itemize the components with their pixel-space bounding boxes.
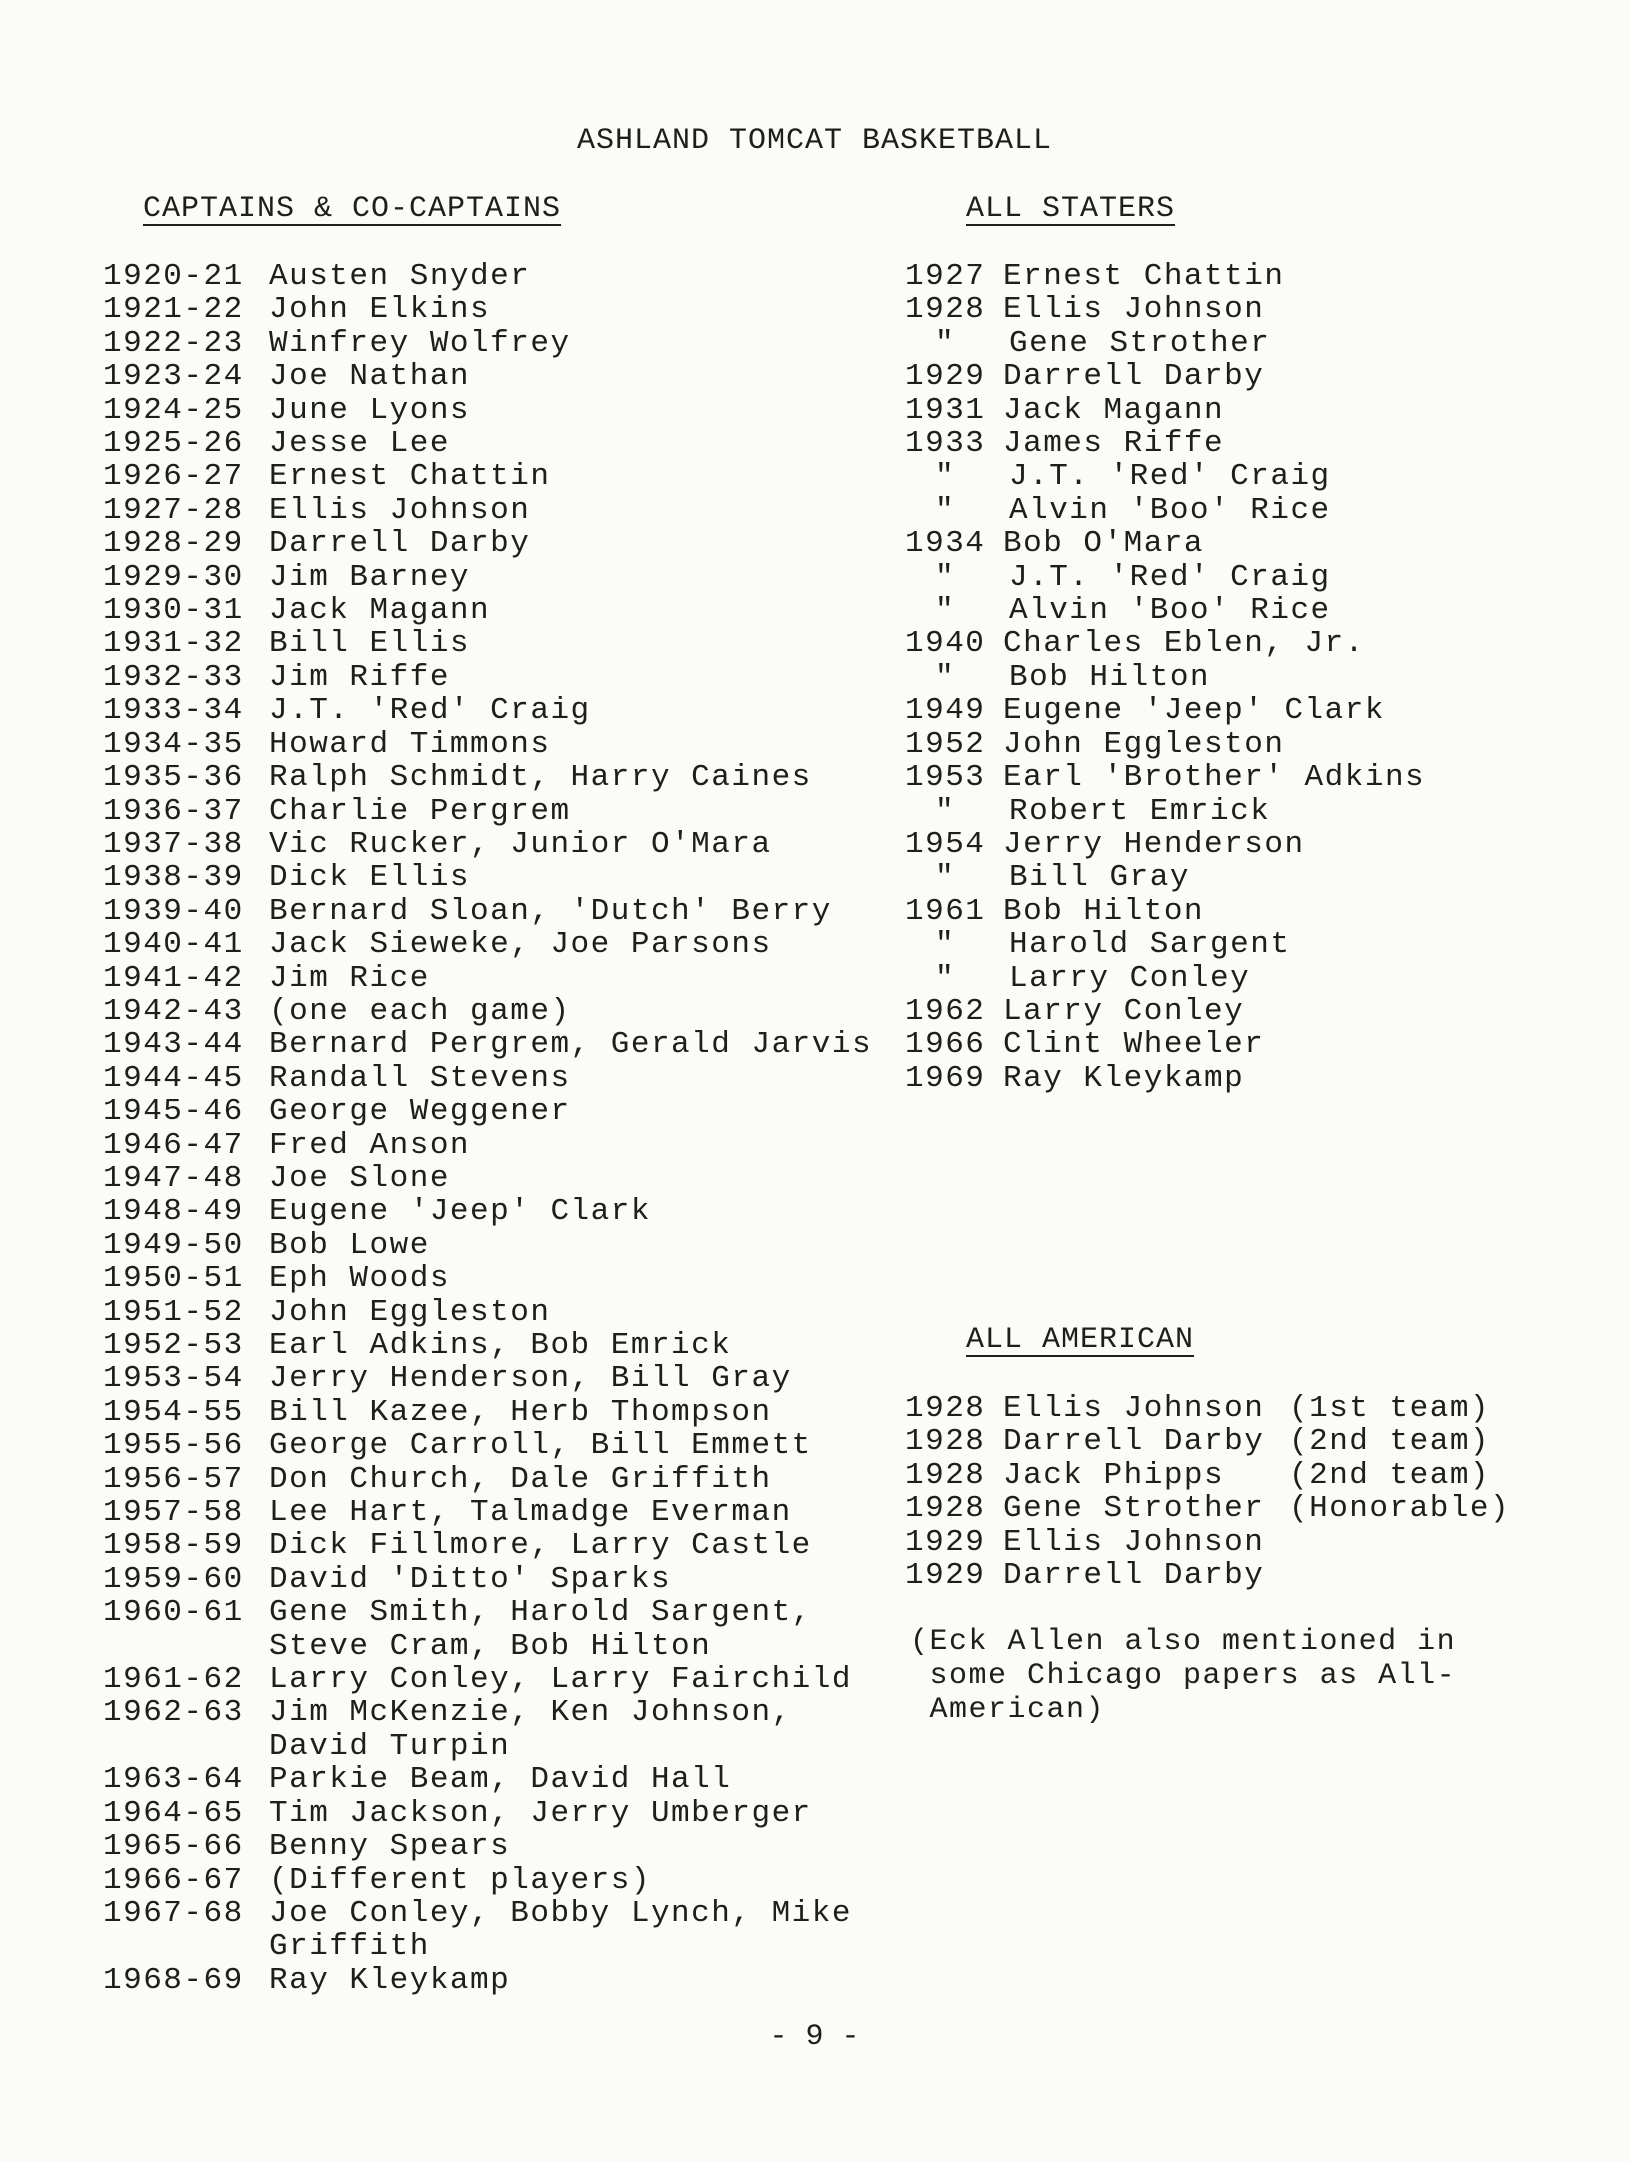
all-stater-year: 1934 (905, 526, 986, 562)
all-stater-year: 1961 (905, 893, 986, 929)
all-stater-year: " (934, 459, 956, 495)
all-stater-year: 1952 (905, 726, 986, 762)
all-american-year: 1928 (905, 1491, 986, 1527)
captains-row (103, 1229, 893, 1262)
season-year: 1947-48 (103, 1160, 244, 1196)
season-year: 1955-56 (103, 1428, 244, 1464)
all-american-row (905, 1459, 1545, 1492)
captains-row (103, 1429, 893, 1462)
captain-names: Bernard Pergrem, Gerald Jarvis (269, 1027, 873, 1063)
all-stater-name: Bob O'Mara (1003, 526, 1205, 562)
season-year: 1920-21 (103, 259, 244, 294)
all-stater-name: Ellis Johnson (1003, 292, 1265, 328)
season-year: 1934-35 (103, 726, 244, 762)
all-stater-row (905, 861, 1505, 894)
season-year: 1962-63 (103, 1695, 244, 1731)
season-year: 1942-43 (103, 993, 244, 1029)
season-year: 1961-62 (103, 1662, 244, 1698)
captains-row (103, 1830, 893, 1863)
captain-names: Eugene 'Jeep' Clark (269, 1194, 651, 1230)
all-stater-name: Jack Magann (1003, 392, 1225, 428)
season-year: 1921-22 (103, 292, 244, 328)
captain-names: Jim Rice (269, 960, 430, 996)
captains-row (103, 861, 893, 894)
captain-names: George Weggener (269, 1094, 571, 1130)
captain-names: Joe Nathan (269, 359, 471, 395)
captain-names: Joe Conley, Bobby Lynch, Mike Griffith (269, 1895, 852, 1965)
captains-row (103, 394, 893, 427)
all-stater-row (905, 928, 1505, 961)
all-stater-year: " (934, 960, 956, 996)
all-stater-row (905, 661, 1505, 694)
captain-names: Vic Rucker, Junior O'Mara (269, 826, 772, 862)
all-stater-year: 1966 (905, 1027, 986, 1063)
all-stater-row (905, 460, 1505, 493)
captain-names: Jim McKenzie, Ken Johnson, David Turpin (269, 1695, 792, 1764)
all-stater-year: 1949 (905, 693, 986, 729)
all-stater-name: Bill Gray (1009, 860, 1190, 896)
captain-names: Bob Lowe (269, 1227, 430, 1263)
all-stater-row (905, 962, 1505, 995)
season-year: 1968-69 (103, 1962, 244, 1998)
all-stater-name: Clint Wheeler (1003, 1027, 1265, 1063)
captains-row (103, 1329, 893, 1362)
captain-names: June Lyons (269, 392, 471, 428)
all-stater-year: 1954 (905, 826, 986, 862)
all-stater-name: Bob Hilton (1009, 659, 1211, 695)
all-american-team: (1st team) (1289, 1391, 1491, 1426)
season-year: 1950-51 (103, 1261, 244, 1297)
captain-names: David 'Ditto' Sparks (269, 1561, 672, 1597)
season-year: 1952-53 (103, 1328, 244, 1363)
season-year: 1940-41 (103, 927, 244, 963)
all-stater-row (905, 327, 1505, 360)
season-year: 1927-28 (103, 492, 244, 528)
all-american-year: 1929 (905, 1524, 986, 1560)
all-stater-row (905, 795, 1505, 828)
all-stater-row (905, 728, 1505, 761)
all-american-team: (Honorable) (1289, 1491, 1511, 1527)
captain-names: Eph Woods (269, 1261, 450, 1297)
captains-row (103, 1162, 893, 1195)
captains-row (103, 895, 893, 928)
season-year: 1933-34 (103, 693, 244, 729)
season-year: 1937-38 (103, 826, 244, 862)
all-stater-name: Harold Sargent (1009, 927, 1291, 963)
captain-names: Joe Slone (269, 1160, 450, 1196)
captains-list (103, 260, 893, 1997)
captains-row (103, 661, 893, 694)
captains-row (103, 427, 893, 460)
captain-names: Jim Riffe (269, 659, 450, 695)
season-year: 1936-37 (103, 793, 244, 829)
captains-row (103, 1129, 893, 1162)
all-american-name: Darrell Darby (1003, 1424, 1265, 1460)
captain-names: (Different players) (269, 1862, 651, 1898)
captain-names: Ralph Schmidt, Harry Caines (269, 760, 812, 796)
captain-names: (one each game) (269, 993, 571, 1029)
all-stater-name: Earl 'Brother' Adkins (1003, 760, 1426, 796)
season-year: 1949-50 (103, 1227, 244, 1263)
all-american-year: 1928 (905, 1391, 986, 1426)
captains-row (103, 1696, 893, 1763)
captain-names: Ellis Johnson (269, 492, 531, 528)
season-year: 1967-68 (103, 1895, 244, 1931)
all-american-team (1273, 1559, 1289, 1592)
captains-row (103, 594, 893, 627)
captain-names: Larry Conley, Larry Fairchild (269, 1662, 852, 1698)
captains-row (103, 828, 893, 861)
all-american-year: 1929 (905, 1558, 986, 1594)
all-american-row (905, 1425, 1545, 1458)
all-american-list (905, 1392, 1545, 1592)
all-stater-row (905, 360, 1505, 393)
captain-names: Howard Timmons (269, 726, 551, 762)
all-stater-year: " (934, 593, 956, 629)
all-american-name: Gene Strother (1003, 1491, 1265, 1527)
season-year: 1925-26 (103, 426, 244, 462)
season-year: 1928-29 (103, 526, 244, 562)
all-stater-name: Larry Conley (1009, 960, 1251, 996)
all-stater-name: John Eggleston (1003, 726, 1285, 762)
all-stater-row (905, 494, 1505, 527)
all-stater-name: Alvin 'Boo' Rice (1009, 593, 1331, 629)
season-year: 1924-25 (103, 392, 244, 428)
season-year: 1939-40 (103, 893, 244, 929)
all-american-row (905, 1492, 1545, 1525)
season-year: 1923-24 (103, 359, 244, 395)
captain-names: Winfrey Wolfrey (269, 325, 571, 361)
captains-row (103, 561, 893, 594)
all-stater-year: 1962 (905, 993, 986, 1029)
all-stater-name: Gene Strother (1009, 325, 1271, 361)
all-stater-row (905, 594, 1505, 627)
all-stater-row (905, 1028, 1505, 1061)
captains-row (103, 1563, 893, 1596)
season-year: 1930-31 (103, 593, 244, 629)
captains-row (103, 494, 893, 527)
all-stater-name: Alvin 'Boo' Rice (1009, 492, 1331, 528)
all-american-year: 1928 (905, 1424, 986, 1460)
all-stater-year: " (934, 492, 956, 528)
all-american-team (1273, 1526, 1289, 1559)
season-year: 1938-39 (103, 860, 244, 896)
captain-names: Jim Barney (269, 559, 471, 595)
all-american-name: Ellis Johnson (1003, 1391, 1265, 1426)
all-stater-year: 1953 (905, 760, 986, 796)
all-stater-name: Ray Kleykamp (1003, 1060, 1245, 1096)
all-stater-name: Robert Emrick (1009, 793, 1271, 829)
captains-row (103, 260, 893, 293)
captain-names: Bill Ellis (269, 626, 471, 662)
all-stater-name: Darrell Darby (1003, 359, 1265, 395)
all-american-name: Ellis Johnson (1003, 1524, 1265, 1560)
captain-names: Austen Snyder (269, 259, 531, 294)
captains-heading: CAPTAINS & CO-CAPTAINS (143, 192, 562, 226)
all-stater-name: Bob Hilton (1003, 893, 1205, 929)
captain-names: Darrell Darby (269, 526, 531, 562)
captains-row (103, 795, 893, 828)
captains-row (103, 1596, 893, 1663)
season-year: 1935-36 (103, 760, 244, 796)
all-stater-year: 1969 (905, 1060, 986, 1096)
captain-names: Earl Adkins, Bob Emrick (269, 1328, 732, 1363)
all-staters-heading: ALL STATERS (966, 192, 1176, 226)
all-american-row (905, 1559, 1545, 1592)
season-year: 1966-67 (103, 1862, 244, 1898)
captain-names: John Elkins (269, 292, 491, 328)
captains-row (103, 1195, 893, 1228)
all-stater-name: Larry Conley (1003, 993, 1245, 1029)
captains-row (103, 293, 893, 326)
all-stater-name: Ernest Chattin (1003, 259, 1285, 294)
all-stater-row (905, 828, 1505, 861)
all-stater-row (905, 394, 1505, 427)
all-stater-year: 1928 (905, 292, 986, 328)
captains-row (103, 728, 893, 761)
captains-row (103, 327, 893, 360)
captain-names: Benny Spears (269, 1829, 511, 1865)
all-stater-row (905, 895, 1505, 928)
season-year: 1957-58 (103, 1495, 244, 1531)
page-title: ASHLAND TOMCAT BASKETBALL (576, 124, 1053, 158)
captains-row (103, 694, 893, 727)
captain-names: J.T. 'Red' Craig (269, 693, 591, 729)
captain-names: Gene Smith, Harold Sargent, Steve Cram, Bob Hilton (269, 1595, 812, 1664)
all-american-note: (Eck Allen also mentioned in some Chicago papers as All- American) (910, 1625, 1457, 1727)
all-stater-row (905, 527, 1505, 560)
captains-row (103, 1062, 893, 1095)
season-year: 1954-55 (103, 1394, 244, 1430)
all-american-year: 1928 (905, 1457, 986, 1493)
captains-row (103, 1362, 893, 1395)
captains-row (103, 1897, 893, 1964)
captain-names: Bernard Sloan, 'Dutch' Berry (269, 893, 832, 929)
season-year: 1944-45 (103, 1060, 244, 1096)
all-american-heading: ALL AMERICAN (966, 1323, 1195, 1357)
all-stater-year: 1931 (905, 392, 986, 428)
all-stater-name: James Riffe (1003, 426, 1225, 462)
captains-row (103, 1864, 893, 1897)
captains-row (103, 1797, 893, 1830)
captain-names: Dick Fillmore, Larry Castle (269, 1528, 812, 1564)
all-american-row (905, 1526, 1545, 1559)
all-stater-row (905, 293, 1505, 326)
all-stater-year: " (934, 860, 956, 896)
captain-names: Bill Kazee, Herb Thompson (269, 1394, 772, 1430)
captain-names: Charlie Pergrem (269, 793, 571, 829)
all-stater-year: " (934, 559, 956, 595)
captain-names: Parkie Beam, David Hall (269, 1762, 732, 1798)
all-american-row (905, 1392, 1545, 1425)
captains-row (103, 1095, 893, 1128)
captains-row (103, 1262, 893, 1295)
all-stater-year: " (934, 793, 956, 829)
captain-names: Fred Anson (269, 1127, 471, 1163)
season-year: 1926-27 (103, 459, 244, 495)
all-stater-year: " (934, 927, 956, 963)
season-year: 1941-42 (103, 960, 244, 996)
all-stater-row (905, 694, 1505, 727)
all-stater-year: 1927 (905, 259, 986, 294)
captain-names: George Carroll, Bill Emmett (269, 1428, 812, 1464)
captain-names: Don Church, Dale Griffith (269, 1461, 772, 1497)
all-stater-year: 1933 (905, 426, 986, 462)
captains-row (103, 460, 893, 493)
all-stater-year: 1929 (905, 359, 986, 395)
all-american-team: (2nd team) (1289, 1457, 1491, 1493)
all-stater-year: " (934, 325, 956, 361)
all-stater-name: Charles Eblen, Jr. (1003, 626, 1365, 662)
captain-names: Tim Jackson, Jerry Umberger (269, 1795, 812, 1831)
all-american-name: Darrell Darby (1003, 1558, 1265, 1594)
season-year: 1965-66 (103, 1829, 244, 1865)
captain-names: John Eggleston (269, 1294, 551, 1330)
captains-row (103, 1496, 893, 1529)
season-year: 1945-46 (103, 1094, 244, 1130)
season-year: 1963-64 (103, 1762, 244, 1798)
captain-names: Lee Hart, Talmadge Everman (269, 1495, 792, 1531)
all-american-team: (2nd team) (1289, 1424, 1491, 1460)
all-stater-name: Eugene 'Jeep' Clark (1003, 693, 1385, 729)
season-year: 1959-60 (103, 1561, 244, 1597)
captain-names: Jack Sieweke, Joe Parsons (269, 927, 772, 963)
all-stater-row (905, 1062, 1505, 1095)
season-year: 1960-61 (103, 1595, 244, 1631)
captains-row (103, 1028, 893, 1061)
captains-row (103, 1763, 893, 1796)
all-staters-list (905, 260, 1505, 1095)
captains-row (103, 1463, 893, 1496)
season-year: 1956-57 (103, 1461, 244, 1497)
captain-names: Ray Kleykamp (269, 1962, 511, 1998)
all-stater-row (905, 995, 1505, 1028)
captains-row (103, 995, 893, 1028)
season-year: 1964-65 (103, 1795, 244, 1831)
captains-row (103, 527, 893, 560)
season-year: 1922-23 (103, 325, 244, 361)
page-number: - 9 - (769, 2020, 860, 2054)
captains-row (103, 928, 893, 961)
all-stater-row (905, 761, 1505, 794)
season-year: 1931-32 (103, 626, 244, 662)
all-stater-row (905, 561, 1505, 594)
all-stater-name: Jerry Henderson (1003, 826, 1305, 862)
captains-row (103, 1396, 893, 1429)
captain-names: Jack Magann (269, 593, 491, 629)
all-stater-row (905, 260, 1505, 293)
captain-names: Randall Stevens (269, 1060, 571, 1096)
captains-row (103, 360, 893, 393)
all-stater-row (905, 427, 1505, 460)
all-stater-year: " (934, 659, 956, 695)
captains-row (103, 1964, 893, 1997)
season-year: 1932-33 (103, 659, 244, 695)
all-stater-year: 1940 (905, 626, 986, 662)
captain-names: Jerry Henderson, Bill Gray (269, 1361, 792, 1397)
season-year: 1953-54 (103, 1361, 244, 1397)
captain-names: Ernest Chattin (269, 459, 551, 495)
season-year: 1929-30 (103, 559, 244, 595)
captain-names: Dick Ellis (269, 860, 471, 896)
captains-row (103, 627, 893, 660)
all-stater-row (905, 627, 1505, 660)
season-year: 1946-47 (103, 1127, 244, 1163)
season-year: 1958-59 (103, 1528, 244, 1564)
captains-row (103, 761, 893, 794)
captains-row (103, 1296, 893, 1329)
all-stater-name: J.T. 'Red' Craig (1009, 559, 1331, 595)
season-year: 1948-49 (103, 1194, 244, 1230)
season-year: 1951-52 (103, 1294, 244, 1330)
captains-row (103, 1529, 893, 1562)
season-year: 1943-44 (103, 1027, 244, 1063)
captain-names: Jesse Lee (269, 426, 450, 462)
captains-row (103, 1663, 893, 1696)
captains-row (103, 962, 893, 995)
all-stater-name: J.T. 'Red' Craig (1009, 459, 1331, 495)
all-american-name: Jack Phipps (1003, 1457, 1225, 1493)
